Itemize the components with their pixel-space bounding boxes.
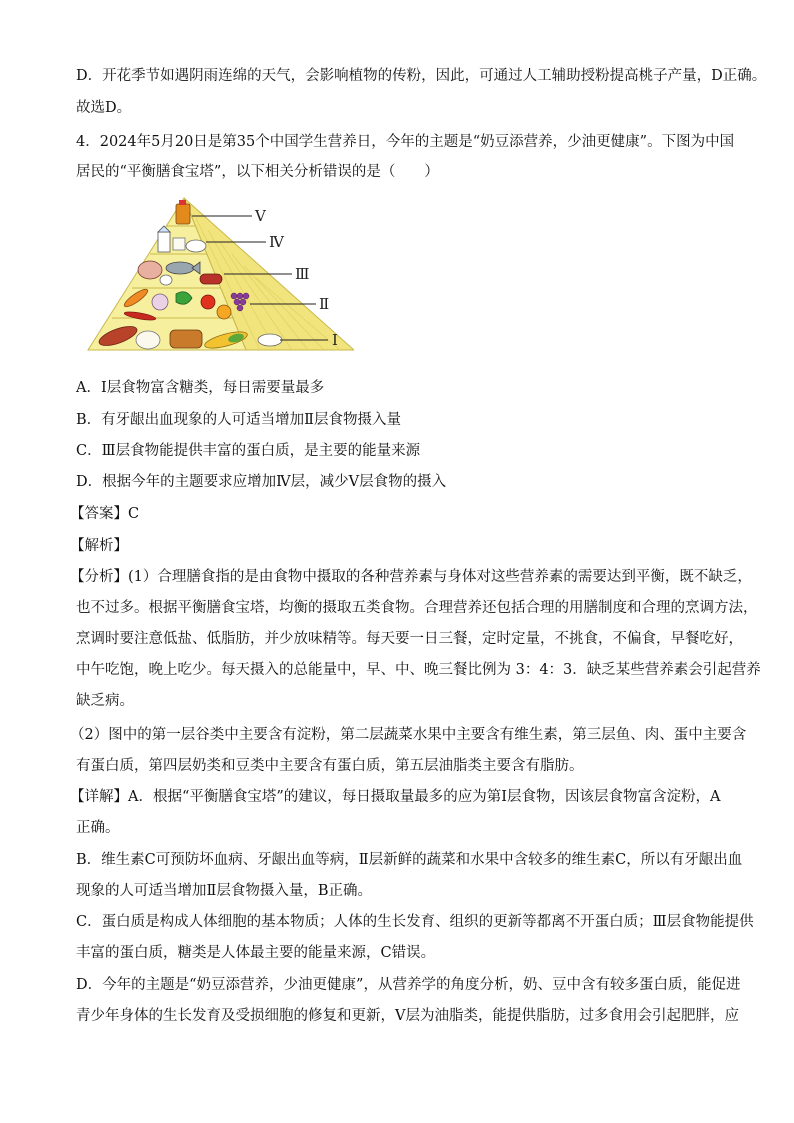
meat-icon bbox=[138, 261, 162, 279]
fish-icon bbox=[166, 262, 194, 274]
diet-pyramid-figure bbox=[84, 190, 354, 362]
option-d-previous: D．开花季节如遇阴雨连绵的天气，会影响植物的传粉，因此，可通过人工辅助授粉提高桃子产量，D正确。 bbox=[76, 68, 767, 84]
detail-b-line2: 现象的人可适当增加Ⅱ层食物摄入量，B正确。 bbox=[76, 883, 373, 899]
analysis-para1-line1: 【分析】(1）合理膳食指的是由食物中摄取的各种营养素与身体对这些营养素的需要达到平衡，既不缺乏， bbox=[70, 569, 752, 585]
level-label-ii: Ⅱ bbox=[319, 295, 330, 313]
analysis-para1-line2: 也不过多。根据平衡膳食宝塔，均衡的摄取五类食物。合理营养还包括合理的用膳制度和合理的烹调方法， bbox=[76, 600, 758, 616]
analysis-para1-line3: 烹调时要注意低盐、低脂肪，并少放味精等。每天要一日三餐，定时定量，不挑食，不偏食，早餐吃好， bbox=[76, 631, 743, 647]
option-b: B．有牙龈出血现象的人可适当增加Ⅱ层食物摄入量 bbox=[76, 412, 402, 428]
option-c: C．Ⅲ层食物能提供丰富的蛋白质，是主要的能量来源 bbox=[76, 443, 421, 459]
option-d: D．根据今年的主题要求应增加Ⅳ层，减少Ⅴ层食物的摄入 bbox=[76, 474, 447, 490]
conclusion-previous: 故选D。 bbox=[76, 100, 132, 116]
question-4-stem-line2: 居民的“平衡膳食宝塔”，以下相关分析错误的是（ ） bbox=[76, 164, 439, 180]
egg-icon bbox=[160, 275, 172, 285]
sausage-icon bbox=[200, 274, 222, 284]
steamed-bun-icon bbox=[136, 331, 160, 349]
detail-d-line2: 青少年身体的生长发育及受损细胞的修复和更新，Ⅴ层为油脂类，能提供脂肪，过多食用会引起肥胖，应 bbox=[76, 1008, 739, 1024]
option-a: A．Ⅰ层食物富含糖类，每日需要量最多 bbox=[76, 380, 325, 396]
onion-icon bbox=[152, 294, 168, 310]
orange-icon bbox=[217, 305, 231, 319]
bowl-icon bbox=[186, 240, 206, 252]
question-4-stem-line1: 4．2024年5月20日是第35个中国学生营养日，今年的主题是“奶豆添营养，少油更健康”。下图为中国 bbox=[76, 134, 735, 150]
oil-bottle-icon bbox=[176, 204, 190, 224]
tofu-icon bbox=[173, 238, 185, 250]
analysis-para2-line1: （2）图中的第一层谷类中主要含有淀粉，第二层蔬菜水果中主要含有维生素，第三层鱼、肉、蛋中主要含 bbox=[70, 727, 747, 743]
analysis-para1-line5: 缺乏病。 bbox=[76, 693, 134, 709]
level-label-iii: Ⅲ bbox=[295, 265, 310, 283]
rice-bowl-icon bbox=[258, 334, 282, 346]
analysis-heading: 【解析】 bbox=[70, 538, 128, 554]
analysis-para1-line4: 中午吃饱，晚上吃少。每天摄入的总能量中，早、中、晚三餐比例为 3：4：3．缺乏某些营养素会引起营养 bbox=[76, 662, 761, 678]
tomato-icon bbox=[201, 295, 215, 309]
detail-c-line2: 丰富的蛋白质，糖类是人体最主要的能量来源，C错误。 bbox=[76, 945, 436, 961]
detail-d-line1: D．今年的主题是“奶豆添营养，少油更健康”，从营养学的角度分析，奶、豆中含有较多蛋白质，能促进 bbox=[76, 977, 741, 993]
level-label-i: Ⅰ bbox=[332, 331, 338, 349]
analysis-para2-line2: 有蛋白质，第四层奶类和豆类中主要含有蛋白质，第五层油脂类主要含有脂肪。 bbox=[76, 758, 584, 774]
detail-a-line1: 【详解】A．根据“平衡膳食宝塔”的建议，每日摄取量最多的应为第Ⅰ层食物，因该层食物富含淀粉，A bbox=[70, 789, 721, 805]
level-label-v: Ⅴ bbox=[255, 207, 266, 225]
detail-c-line1: C．蛋白质是构成人体细胞的基本物质；人体的生长发育、组织的更新等都离不开蛋白质；Ⅲ层食物能提供 bbox=[76, 914, 754, 930]
milk-carton-icon bbox=[158, 232, 170, 252]
answer-heading: 【答案】C bbox=[70, 506, 140, 522]
detail-b-line1: B．维生素C可预防坏血病、牙龈出血等病，Ⅱ层新鲜的蔬菜和水果中含较多的维生素C，所以有牙龈出血 bbox=[76, 852, 743, 868]
bread-icon bbox=[170, 330, 202, 348]
detail-a-line2: 正确。 bbox=[76, 820, 120, 836]
level-label-iv: Ⅳ bbox=[269, 233, 284, 251]
